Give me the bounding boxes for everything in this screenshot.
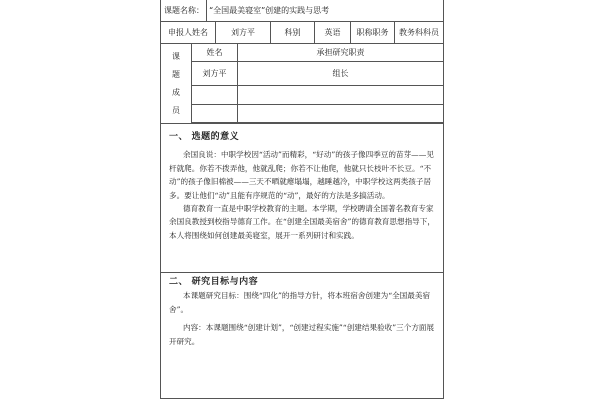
section-divider bbox=[161, 272, 443, 273]
member-row bbox=[192, 105, 443, 123]
title-row bbox=[161, 0, 443, 22]
section2-paragraph: 内容：本课题围绕“创建计划”，“创建过程实施”“创建结果验收”三个方面展开研究。 bbox=[169, 323, 435, 346]
section1-paragraph: 余国良说：中职学校因“活动”而精彩，“好动”的孩子像四季豆的苗芽——见杆就爬。你若不拨弄他，他就乱爬；你若不让他爬，他就只长枝叶不长豆。“不动”的孩子像旧棉被——三天不晒就瘪塌塌，越睡越冷，中职学校这两类孩子居多。要让他们“动”且能有序规范的“动”，最好的方法是多搞活动。 bbox=[169, 150, 434, 200]
section2-heading: 二、 研究目标与内容 bbox=[169, 277, 259, 287]
side-char: 员 bbox=[172, 105, 180, 115]
member-duty bbox=[238, 105, 443, 122]
members-bottom-line bbox=[161, 123, 443, 124]
side-char: 题 bbox=[172, 70, 180, 80]
member-name: 刘方平 bbox=[192, 62, 238, 85]
member-name bbox=[192, 86, 238, 104]
post-label: 职称职务 bbox=[351, 22, 395, 43]
subject-value: 英语 bbox=[315, 22, 351, 43]
section-significance bbox=[169, 131, 437, 242]
subject-label: 科别 bbox=[271, 22, 315, 43]
member-duty: 组长 bbox=[332, 69, 349, 78]
title-value: “全国最美寝室”创建的实践与思考 bbox=[209, 6, 330, 15]
member-row bbox=[192, 62, 443, 86]
applicant-name-value: 刘方平 bbox=[216, 22, 271, 43]
col-name-header: 姓名 bbox=[192, 44, 238, 61]
side-char: 成 bbox=[172, 87, 180, 97]
section1-heading: 一、 选题的意义 bbox=[169, 132, 240, 142]
applicant-row bbox=[161, 22, 443, 44]
side-char: 课 bbox=[172, 52, 180, 62]
section-goals bbox=[169, 276, 437, 348]
col-duty-header: 承担研究职责 bbox=[316, 48, 365, 57]
members-header-row bbox=[192, 44, 443, 62]
member-duty bbox=[238, 86, 443, 104]
member-name bbox=[192, 105, 238, 122]
applicant-name-label: 申报人姓名 bbox=[161, 22, 216, 43]
title-label: 课题名称： bbox=[161, 0, 207, 21]
member-row bbox=[192, 86, 443, 105]
post-value: 教务科科员 bbox=[399, 28, 439, 37]
members-side-label bbox=[161, 44, 192, 123]
section1-paragraph: 德育教育一直是中职学校教育的主题。本学期，学校聘请全国著名教育专家余国良教授到校指导德育工作。在“创建全国最美宿舍”的德育教育思想指导下，本人将围绕如何创建最美寝室，展开一系列研讨和实践。 bbox=[169, 204, 435, 240]
section2-paragraph: 本课题研究目标：围绕“四化”的指导方针，将本班宿舍创建为“全国最美宿舍”。 bbox=[169, 291, 431, 314]
application-form bbox=[160, 0, 444, 399]
